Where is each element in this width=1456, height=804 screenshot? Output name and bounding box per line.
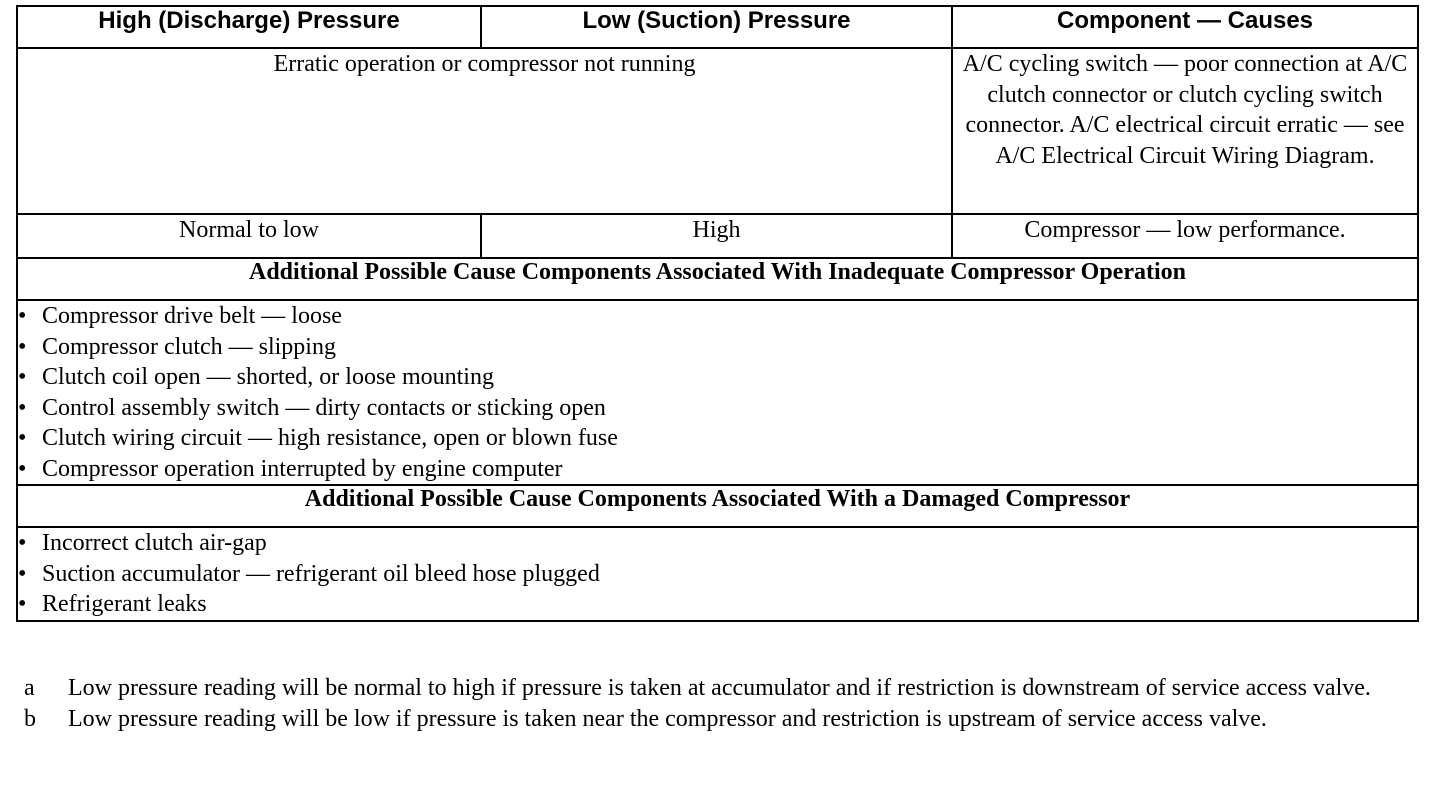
- bullet-icon: •: [18, 333, 27, 360]
- bullet-icon: •: [18, 530, 27, 556]
- footnotes: [24, 673, 1404, 734]
- header-high-pressure: High (Discharge) Pressure: [17, 6, 481, 48]
- bullet-list-inadequate: [18, 301, 1417, 484]
- section-header-row-damaged: [17, 485, 1418, 527]
- bullet-icon: •: [18, 303, 27, 329]
- list-item: [18, 301, 1417, 332]
- list-item: [18, 423, 1417, 454]
- list-item-text: Control assembly switch — dirty contacts or sticking open: [42, 394, 606, 421]
- list-item-text: Clutch coil open — shorted, or loose mounting: [42, 364, 494, 390]
- footnote-mark: b: [24, 705, 36, 732]
- bullet-icon: •: [18, 455, 27, 482]
- list-item: [18, 559, 1417, 590]
- section-header-row-inadequate: [17, 258, 1418, 300]
- bullet-icon: •: [18, 591, 27, 617]
- erratic-cause-cell: A/C cycling switch — poor connection at A/C clutch connector or clutch cycling switch connector. A/C electrical circuit erratic — see A/C Electrical Circuit Wiring Diagram.: [952, 48, 1418, 214]
- list-item-text: Incorrect clutch air-gap: [42, 530, 267, 556]
- footnote-mark: a: [24, 675, 35, 701]
- list-item-text: Compressor drive belt — loose: [42, 303, 342, 329]
- header-low-pressure: Low (Suction) Pressure: [481, 6, 952, 48]
- section-title-inadequate: Additional Possible Cause Components Associated With Inadequate Compressor Operation: [17, 258, 1418, 300]
- list-item: [18, 393, 1417, 424]
- section-body-row-damaged: [17, 527, 1418, 621]
- list-item: [18, 454, 1417, 485]
- list-item-text: Suction accumulator — refrigerant oil bleed hose plugged: [42, 560, 600, 587]
- bullet-list-damaged: [18, 528, 1417, 620]
- bullet-icon: •: [18, 425, 27, 451]
- list-item-text: Refrigerant leaks: [42, 591, 207, 617]
- footnote-b: [24, 704, 1404, 735]
- section-body-row-inadequate: [17, 300, 1418, 485]
- low-pressure-cell: High: [481, 214, 952, 258]
- list-item-text: Compressor operation interrupted by engine computer: [42, 455, 563, 482]
- list-item-text: Compressor clutch — slipping: [42, 333, 336, 360]
- diagnosis-table: [16, 5, 1419, 622]
- section-title-damaged: Additional Possible Cause Components Associated With a Damaged Compressor: [17, 485, 1418, 527]
- table-row-erratic: [17, 48, 1418, 214]
- list-item: [18, 332, 1417, 363]
- bullet-icon: •: [18, 560, 27, 587]
- list-item: [18, 528, 1417, 559]
- header-component-causes: Component — Causes: [952, 6, 1418, 48]
- footnote-a: [24, 673, 1404, 704]
- component-cause-cell: Compressor — low performance.: [952, 214, 1418, 258]
- high-pressure-cell: Normal to low: [17, 214, 481, 258]
- bullet-list-cell-inadequate: [17, 300, 1418, 485]
- footnote-text: Low pressure reading will be normal to high if pressure is taken at accumulator and if restriction is downstream of service access valve.: [68, 675, 1371, 701]
- bullet-list-cell-damaged: [17, 527, 1418, 621]
- list-item: [18, 362, 1417, 393]
- list-item-text: Clutch wiring circuit — high resistance, open or blown fuse: [42, 425, 618, 451]
- bullet-icon: •: [18, 394, 27, 421]
- header-row: [17, 6, 1418, 48]
- erratic-condition-cell: Erratic operation or compressor not running: [17, 48, 952, 214]
- table-row-low-performance: [17, 214, 1418, 258]
- bullet-icon: •: [18, 364, 27, 390]
- footnote-text: Low pressure reading will be low if pressure is taken near the compressor and restriction is upstream of service access valve.: [68, 705, 1267, 732]
- list-item: [18, 589, 1417, 620]
